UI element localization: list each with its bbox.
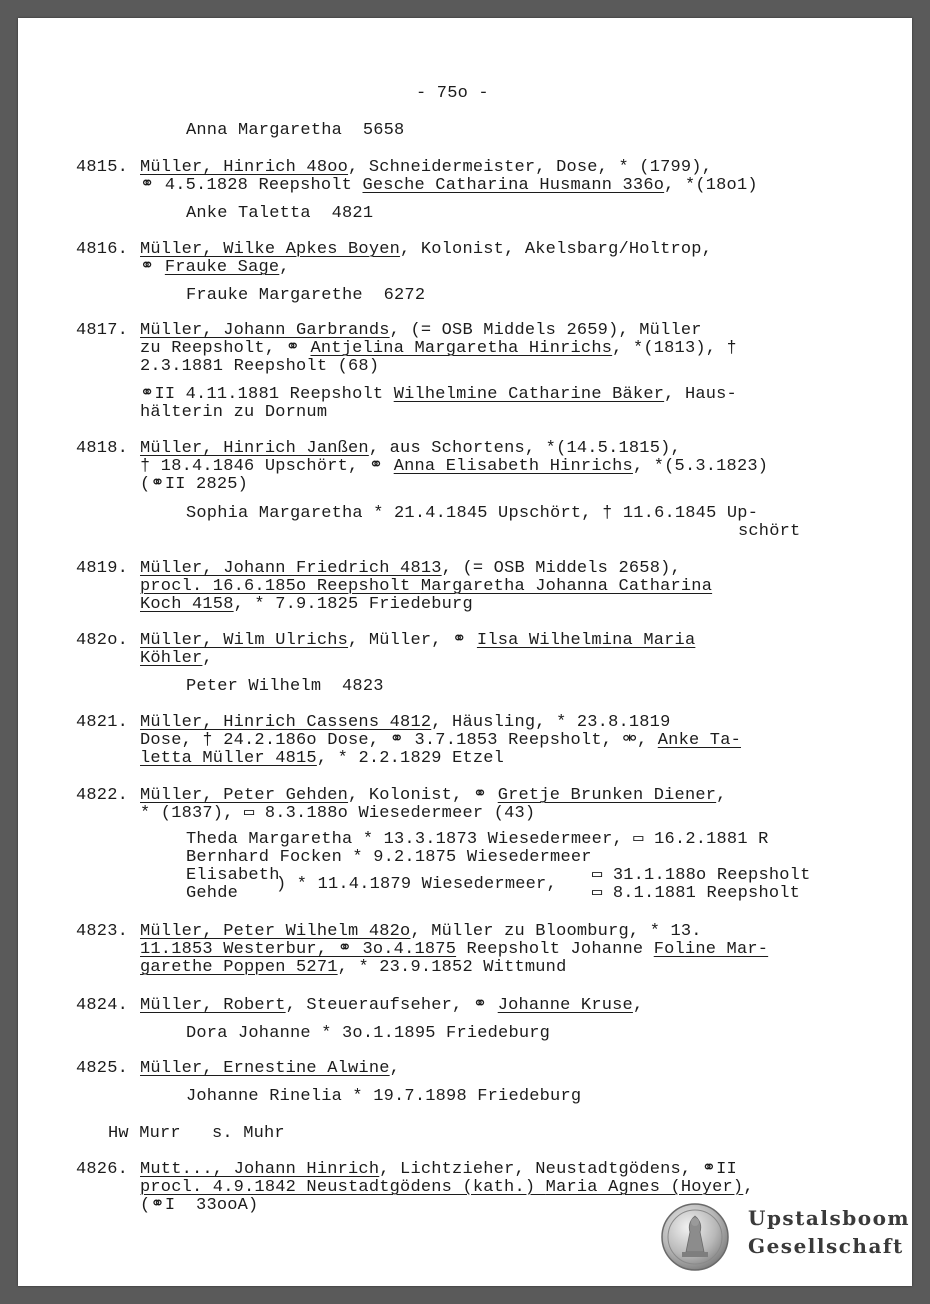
- entry-line: Müller, Peter Gehden, Kolonist, ⚭ Gretje Brunken Diener,: [140, 786, 727, 805]
- entry-name: Müller, Wilke Apkes Boyen: [140, 240, 401, 259]
- entry-line: Müller, Johann Garbrands, (= OSB Middels 2659), Müller: [140, 321, 702, 340]
- entry-line: Müller, Robert, Steueraufseher, ⚭ Johanne Kruse,: [140, 996, 644, 1015]
- entry-line: zu Reepsholt, ⚭ Antjelina Margaretha Hinrichs, *(1813), †: [140, 339, 737, 358]
- entry-line: letta Müller 4815, * 2.2.1829 Etzel: [140, 749, 505, 768]
- entry-number: 4821.: [76, 713, 129, 732]
- entry-line: Müller, Johann Friedrich 4813, (= OSB Middels 2658),: [140, 559, 681, 578]
- child-line: Peter Wilhelm 4823: [186, 677, 384, 696]
- child-line: Elisabeth: [186, 866, 280, 885]
- document-page: [18, 18, 912, 1286]
- entry-line: (⚭I 33ooA): [140, 1196, 259, 1215]
- child-line: Frauke Margarethe 6272: [186, 286, 426, 305]
- entry-line: Müller, Hinrich 48oo, Schneidermeister, Dose, * (1799),: [140, 158, 713, 177]
- child-line: schört: [738, 522, 801, 541]
- seal-icon: [660, 1202, 730, 1272]
- entry-line: Dose, † 24.2.186o Dose, ⚭ 3.7.1853 Reepsholt, ⚮, Anke Ta-: [140, 731, 741, 750]
- child-line: Bernhard Focken * 9.2.1875 Wiesedermeer: [186, 848, 592, 867]
- entry-line: hälterin zu Dornum: [140, 403, 328, 422]
- entry-line: procl. 4.9.1842 Neustadtgödens (kath.) Maria Agnes (Hoyer),: [140, 1178, 754, 1197]
- child-line: Johanne Rinelia * 19.7.1898 Friedeburg: [186, 1087, 582, 1106]
- child-line: ▭ 31.1.188o Reepsholt: [592, 866, 811, 885]
- entry-name: Müller, Peter Wilhelm 482o: [140, 922, 411, 941]
- entry-number: 4822.: [76, 786, 129, 805]
- entry-number: 482o.: [76, 631, 129, 650]
- logo-text-line2: Gesellschaft: [748, 1234, 904, 1258]
- entry-number: 4818.: [76, 439, 129, 458]
- entry-line: Müller, Wilm Ulrichs, Müller, ⚭ Ilsa Wilhelmina Maria: [140, 631, 696, 650]
- child-line: Anke Taletta 4821: [186, 204, 374, 223]
- entry-name: Müller, Peter Gehden: [140, 786, 349, 805]
- entry-number: 4824.: [76, 996, 129, 1015]
- entry-name: Müller, Hinrich Janßen: [140, 439, 369, 458]
- entry-line: 2.3.1881 Reepsholt (68): [140, 357, 380, 376]
- entry-number: 4815.: [76, 158, 129, 177]
- entry-line: ⚭ 4.5.1828 Reepsholt Gesche Catharina Husmann 336o, *(18o1): [140, 176, 758, 195]
- child-line: Gehde: [186, 884, 239, 903]
- entry-line: garethe Poppen 5271, * 23.9.1852 Wittmund: [140, 958, 567, 977]
- entry-name: Müller, Hinrich 48oo: [140, 158, 349, 177]
- entry-name: Mutt..., Johann Hinrich: [140, 1160, 380, 1179]
- entry-name: Müller, Johann Friedrich 4813: [140, 559, 442, 578]
- entry-line: † 18.4.1846 Upschört, ⚭ Anna Elisabeth Hinrichs, *(5.3.1823): [140, 457, 769, 476]
- entry-line: procl. 16.6.185o Reepsholt Margaretha Johanna Catharina: [140, 577, 713, 596]
- child-line: Anna Margaretha 5658: [186, 121, 405, 140]
- entry-line: Koch 4158, * 7.9.1825 Friedeburg: [140, 595, 473, 614]
- entry-line: ⚭ Frauke Sage,: [140, 258, 290, 277]
- entry-line: Mutt..., Johann Hinrich, Lichtzieher, Neustadtgödens, ⚭II: [140, 1160, 737, 1179]
- entry-name: Müller, Robert: [140, 996, 286, 1015]
- entry-number: 4825.: [76, 1059, 129, 1078]
- entry-line: Müller, Wilke Apkes Boyen, Kolonist, Akelsbarg/Holtrop,: [140, 240, 713, 259]
- entry-name: Müller, Hinrich Cassens 4812: [140, 713, 432, 732]
- entry-line: (⚭II 2825): [140, 475, 249, 494]
- child-line: Sophia Margaretha * 21.4.1845 Upschört, † 11.6.1845 Up-: [186, 504, 759, 523]
- logo-text-line1: Upstalsboom: [748, 1206, 911, 1230]
- cross-reference: Hw Murr s. Muhr: [108, 1124, 285, 1143]
- entry-number: 4819.: [76, 559, 129, 578]
- entry-number: 4816.: [76, 240, 129, 259]
- entry-line: Köhler,: [140, 649, 213, 668]
- entry-number: 4823.: [76, 922, 129, 941]
- child-line: ) * 11.4.1879 Wiesedermeer,: [276, 875, 557, 894]
- entry-name: Müller, Wilm Ulrichs: [140, 631, 349, 650]
- entry-number: 4826.: [76, 1160, 129, 1179]
- entry-line: Müller, Peter Wilhelm 482o, Müller zu Bloomburg, * 13.: [140, 922, 702, 941]
- child-line: Dora Johanne * 3o.1.1895 Friedeburg: [186, 1024, 551, 1043]
- page-number: - 75o -: [416, 84, 489, 103]
- entry-line: Müller, Ernestine Alwine,: [140, 1059, 401, 1078]
- entry-line: ⚭II 4.11.1881 Reepsholt Wilhelmine Catharine Bäker, Haus-: [140, 385, 737, 404]
- entry-number: 4817.: [76, 321, 129, 340]
- society-logo: [658, 1198, 911, 1278]
- entry-line: 11.1853 Westerbur, ⚭ 3o.4.1875 Reepsholt Johanne Foline Mar-: [140, 940, 769, 959]
- entry-line: Müller, Hinrich Cassens 4812, Häusling, * 23.8.1819: [140, 713, 671, 732]
- entry-line: * (1837), ▭ 8.3.188o Wiesedermeer (43): [140, 804, 536, 823]
- entry-line: Müller, Hinrich Janßen, aus Schortens, *(14.5.1815),: [140, 439, 681, 458]
- entry-name: Müller, Ernestine Alwine: [140, 1059, 390, 1078]
- child-line: ▭ 8.1.1881 Reepsholt: [592, 884, 801, 903]
- child-line: Theda Margaretha * 13.3.1873 Wiesedermeer, ▭ 16.2.1881 R: [186, 830, 769, 849]
- entry-name: Müller, Johann Garbrands: [140, 321, 390, 340]
